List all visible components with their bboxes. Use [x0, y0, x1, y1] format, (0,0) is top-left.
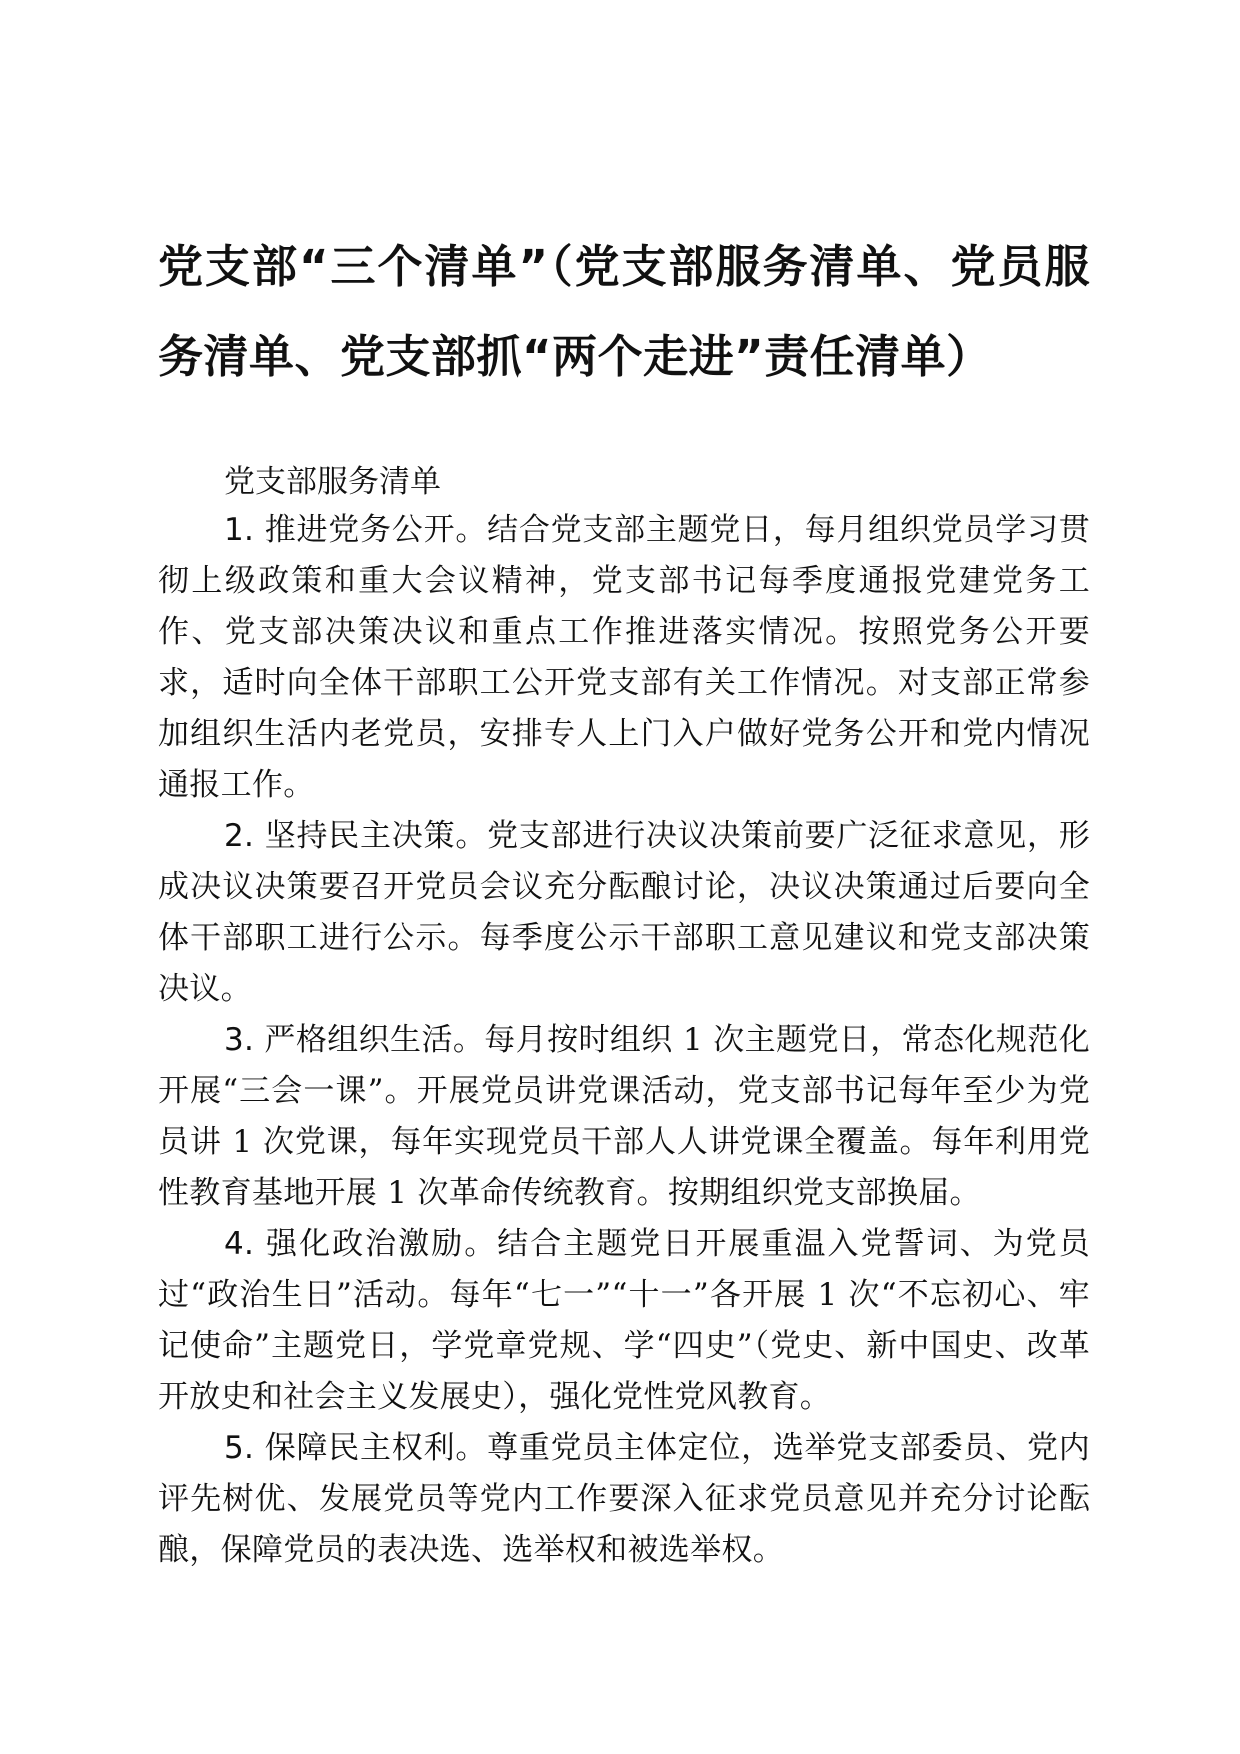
item-text: 每月按时组织 1 次主题党日，常态化规范化开展“三会一课”。开展党员讲党课活动，党支部书记每年至少为党员讲 1 次党课，每年实现党员干部人人讲党课全覆盖。每年利用党性教育基地开展 1 次革命传统教育。按期组织党支部换届。	[158, 1022, 1091, 1211]
item-text: 尊重党员主体定位，选举党支部委员、党内评先树优、发展党员等党内工作要深入征求党员意见并充分讨论酝酿，保障党员的表决选、选举权和被选举权。	[158, 1430, 1091, 1568]
item-lead: 1. 推进党务公开。	[224, 512, 488, 548]
document-title: 党支部“三个清单”（党支部服务清单、党员服务清单、党支部抓“两个走进”责任清单）	[158, 240, 1090, 383]
item-text: 结合党支部主题党日，每月组织党员学习贯彻上级政策和重大会议精神，党支部书记每季度通报党建党务工作、党支部决策决议和重点工作推进落实情况。按照党务公开要求，适时向全体干部职工公开党支部有关工作情况。对支部正常参加组织生活内老党员，安排专人上门入户做好党务公开和党内情况通报工作。	[158, 512, 1091, 803]
item-lead: 2. 坚持民主决策。	[224, 818, 488, 854]
list-item	[158, 505, 1090, 811]
list-item	[158, 1015, 1090, 1219]
item-lead: 4. 强化政治激励。	[224, 1226, 498, 1262]
item-text: 党支部进行决议决策前要广泛征求意见，形成决议决策要召开党员会议充分酝酿讨论，决议决策通过后要向全体干部职工进行公示。每季度公示干部职工意见建议和党支部决策决议。	[158, 818, 1091, 1007]
list-item	[158, 1219, 1090, 1423]
section-heading: 党支部服务清单	[224, 464, 441, 500]
item-lead: 3. 严格组织生活。	[224, 1022, 485, 1058]
item-lead: 5. 保障民主权利。	[224, 1430, 488, 1466]
document-body	[158, 460, 1090, 1576]
list-item	[158, 811, 1090, 1015]
item-text: 结合主题党日开展重温入党誓词、为党员过“政治生日”活动。每年“七一”“十一”各开展 1 次“不忘初心、牢记使命”主题党日，学党章党规、学“四史”（党史、新中国史、改革开放史和社会主义发展史），强化党性党风教育。	[158, 1226, 1090, 1415]
list-item	[158, 1423, 1090, 1576]
